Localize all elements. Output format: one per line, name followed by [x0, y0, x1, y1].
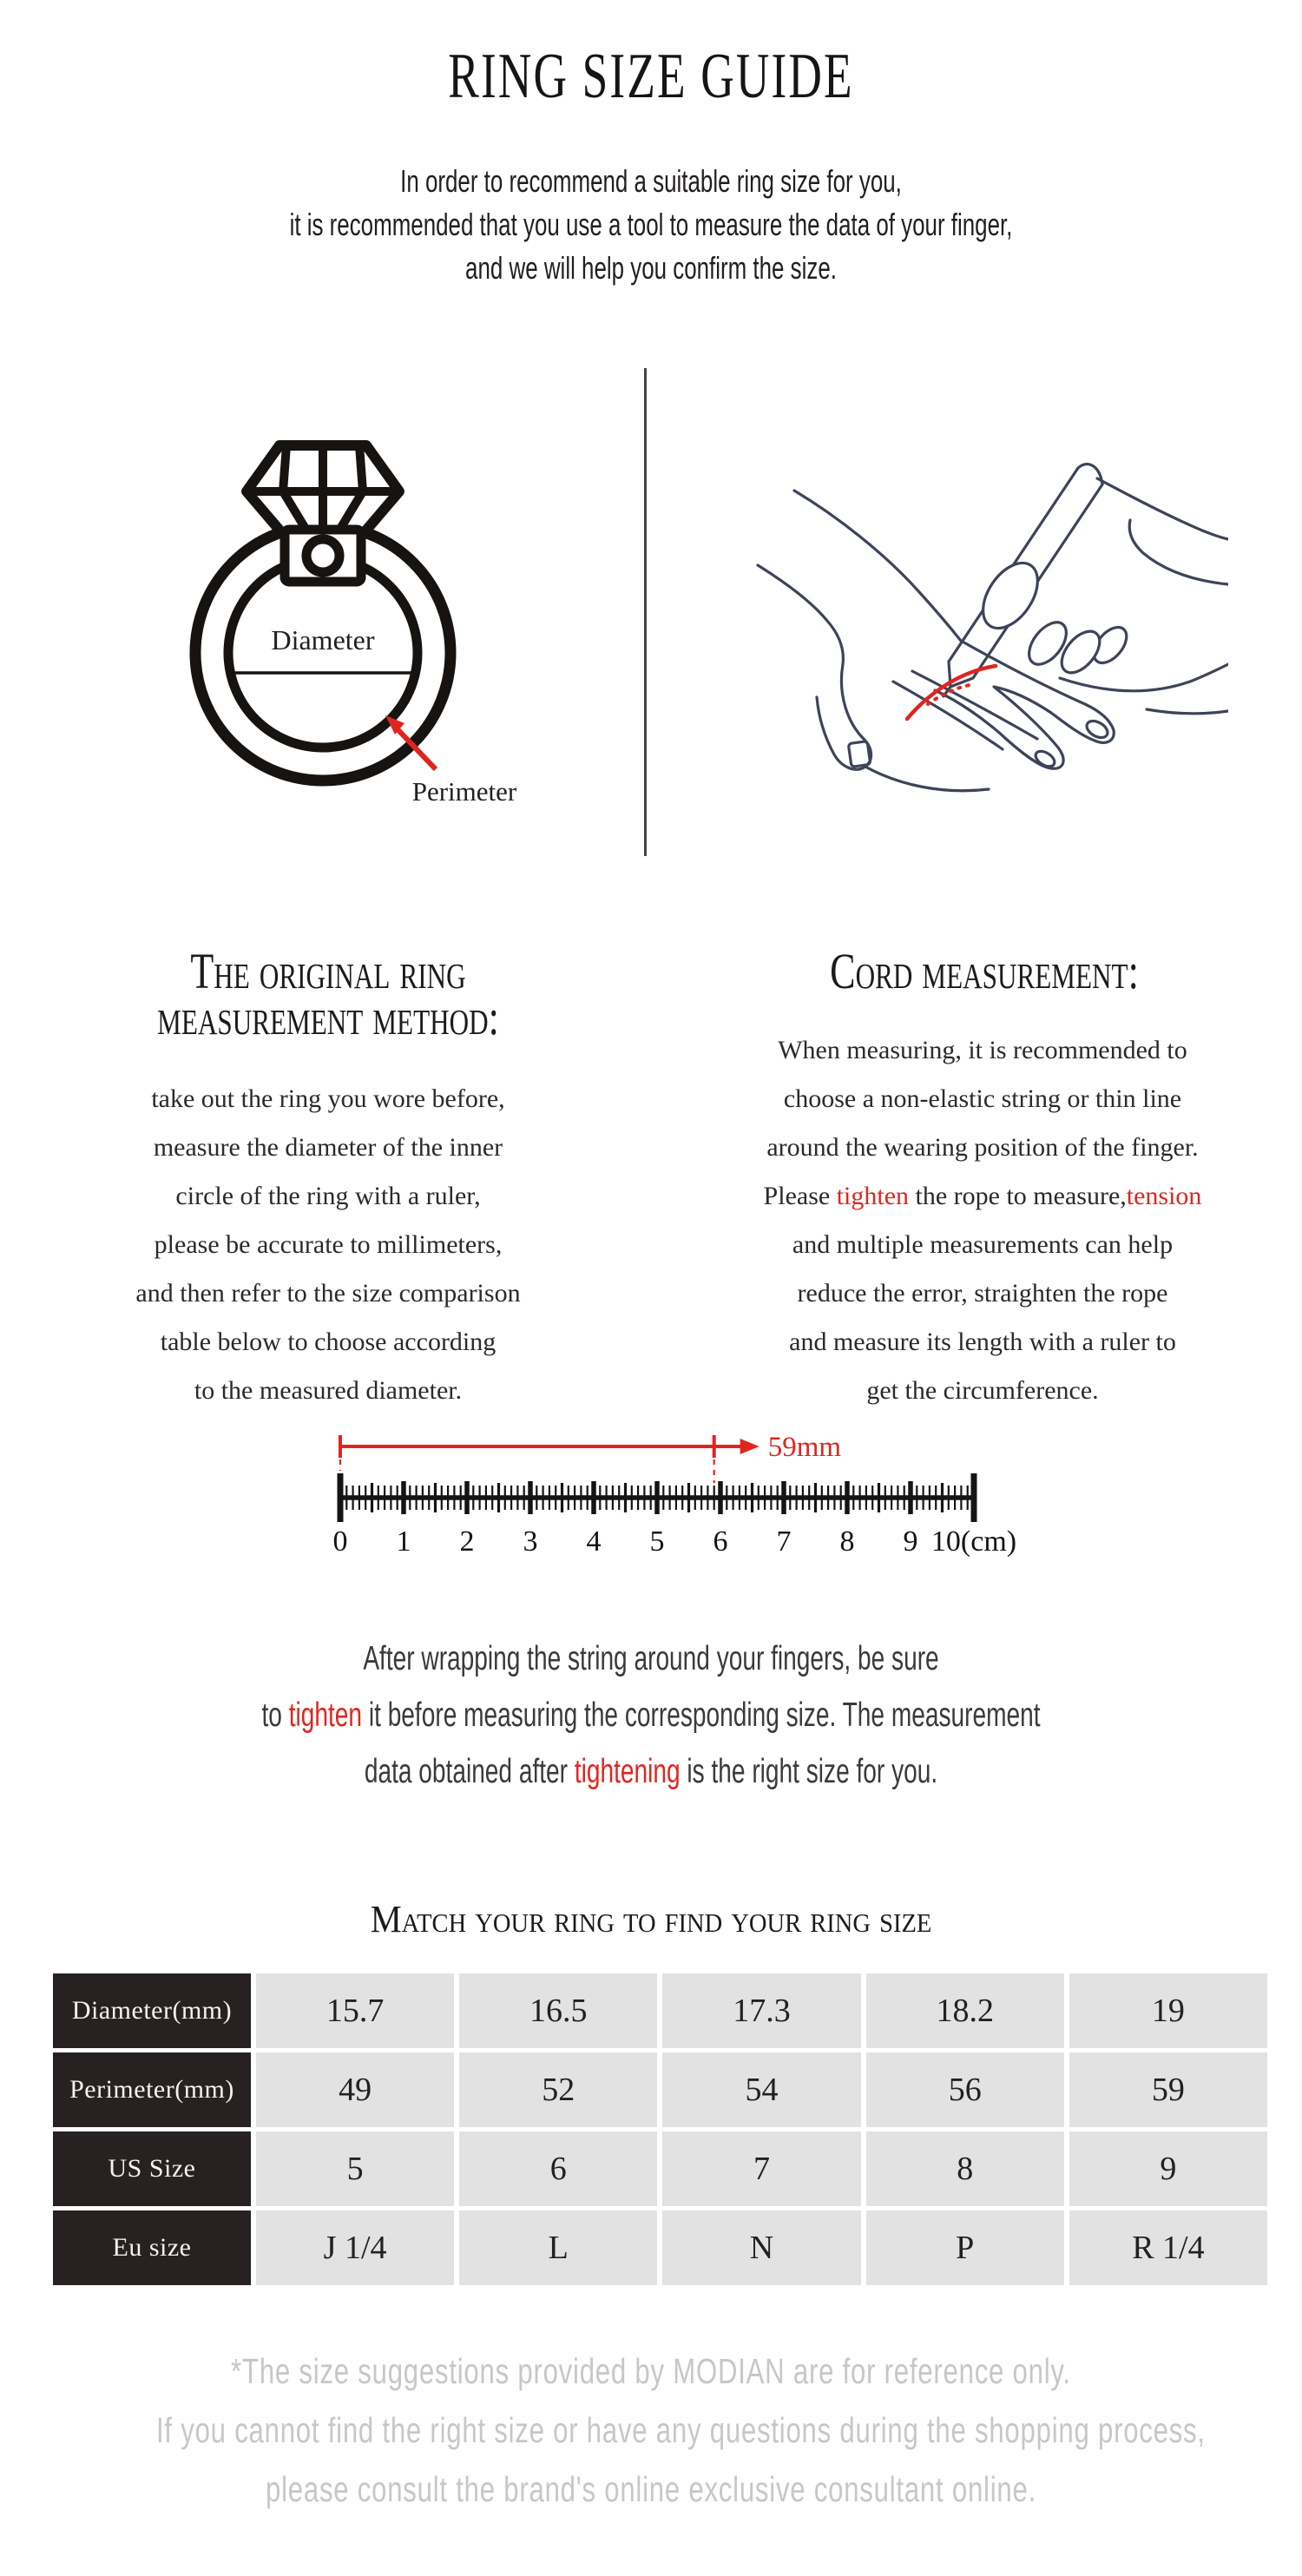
table-cell: 9 [1069, 2131, 1267, 2206]
text-segment: reduce the error, straighten the rope [797, 1279, 1168, 1308]
text-line [65, 1123, 591, 1172]
diamond-ring-diagram-icon [174, 415, 547, 832]
svg-text:0: 0 [332, 1525, 348, 1558]
text-segment: the rope to measure, [909, 1182, 1127, 1210]
text-segment: to the measured diameter. [194, 1376, 463, 1405]
cord-body [713, 1026, 1252, 1415]
table-cell: 19 [1069, 1973, 1267, 2048]
text-segment: table below to choose according [160, 1328, 496, 1356]
method-heading [130, 943, 526, 1045]
table-cell: 15.7 [256, 1973, 454, 2048]
table-cell: P [866, 2210, 1064, 2285]
table-cell: 49 [256, 2052, 454, 2127]
table-cell: 18.2 [866, 1973, 1064, 2048]
text-line [65, 1269, 591, 1318]
text-segment: and multiple measurements can help [792, 1230, 1174, 1259]
text-line [713, 1318, 1252, 1367]
svg-text:6: 6 [713, 1525, 728, 1558]
ruler-scale-labels [333, 1525, 1017, 1558]
text-segment: and then refer to the size comparison [135, 1279, 521, 1308]
ruler-diagram-icon [323, 1419, 1017, 1562]
text-segment: and measure its length with a ruler to [789, 1328, 1176, 1356]
table-cell: 8 [866, 2131, 1064, 2206]
svg-text:59mm: 59mm [767, 1432, 842, 1463]
text-line [182, 1631, 1120, 1687]
text-line [713, 1367, 1252, 1415]
text-segment: circle of the ring with a ruler, [175, 1182, 481, 1210]
text-line [713, 1221, 1252, 1269]
ruler-measurement [340, 1432, 841, 1483]
section-divider [644, 368, 647, 856]
text-segment: After wrapping the string around your fingers, be sure [363, 1640, 939, 1677]
highlighted-word: tighten [836, 1182, 910, 1210]
svg-text:8: 8 [839, 1525, 855, 1558]
table-cell: 6 [459, 2131, 657, 2206]
svg-text:7: 7 [776, 1525, 792, 1558]
text-segment: and we will help you confirm the size. [465, 250, 837, 286]
table-cell: L [459, 2210, 657, 2285]
text-line [65, 1221, 591, 1269]
table-cell: 52 [459, 2052, 657, 2127]
diameter-measure-line [231, 665, 415, 681]
svg-text:4: 4 [586, 1525, 602, 1558]
table-cell: R 1/4 [1069, 2210, 1267, 2285]
method-body [65, 1075, 591, 1415]
svg-text:10(cm): 10(cm) [930, 1525, 1017, 1558]
svg-text:2: 2 [459, 1525, 475, 1558]
table-cell: 17.3 [662, 1973, 860, 2048]
highlighted-word: tightening [574, 1753, 681, 1790]
measurement-note [182, 1631, 1120, 1800]
svg-text:5: 5 [649, 1525, 665, 1558]
ring-size-table [53, 1973, 1267, 2285]
text-segment: measurement method: [157, 989, 499, 1045]
cord-heading [782, 943, 1186, 999]
table-heading [52, 1897, 1250, 1941]
text-segment: please be accurate to millimeters, [154, 1230, 503, 1259]
cord-heading-text: Cord measurement: [830, 943, 1139, 999]
table-cell: 59 [1069, 2052, 1267, 2127]
page-title: RING SIZE GUIDE [448, 41, 854, 112]
text-segment: choose a non-elastic string or thin line [783, 1084, 1182, 1113]
gem-mount [285, 530, 361, 582]
text-line [156, 2342, 1146, 2401]
table-heading-text: Match your ring to find your ring size [370, 1898, 932, 1940]
text-line [713, 1269, 1252, 1318]
table-cell: 5 [256, 2131, 454, 2206]
text-segment: it before measuring the corresponding size. The measurement [362, 1696, 1041, 1734]
svg-text:3: 3 [523, 1525, 538, 1558]
text-line [130, 943, 526, 999]
text-segment: *The size suggestions provided by MODIAN are for reference only. [231, 2351, 1071, 2391]
text-segment: it is recommended that you use a tool to measure the data of your finger, [289, 207, 1013, 242]
text-segment: If you cannot find the right size or have any questions during the shopping process, [156, 2410, 1206, 2450]
text-line [65, 1367, 591, 1415]
text-line [65, 1075, 591, 1123]
footnote [156, 2342, 1206, 2519]
text-line [182, 160, 1120, 203]
text-segment: around the wearing position of the finger. [766, 1133, 1199, 1162]
text-line [130, 989, 526, 1045]
text-segment: Please [763, 1182, 837, 1210]
text-segment: take out the ring you wore before, [151, 1084, 505, 1113]
highlighted-word: tighten [288, 1696, 363, 1734]
perimeter-label: Perimeter [411, 776, 517, 807]
text-line [182, 203, 1120, 247]
svg-text:1: 1 [396, 1525, 411, 1558]
text-segment: In order to recommend a suitable ring size for you, [400, 163, 902, 199]
text-line [182, 1687, 1120, 1743]
text-line [182, 247, 1120, 290]
text-line [65, 1318, 591, 1367]
table-row-label: US Size [53, 2131, 251, 2206]
text-segment: measure the diameter of the inner [153, 1133, 503, 1162]
ruler-ticks [338, 1473, 976, 1522]
finger-marking-illustration-icon [742, 463, 1228, 793]
text-line [156, 2460, 1146, 2519]
text-segment: get the circumference. [866, 1376, 1099, 1405]
table-cell: 54 [662, 2052, 860, 2127]
svg-text:9: 9 [903, 1525, 918, 1558]
table-row-label: Eu size [53, 2210, 251, 2285]
text-segment: When measuring, it is recommended to [778, 1036, 1187, 1064]
table-cell: 16.5 [459, 1973, 657, 2048]
table-cell: J 1/4 [256, 2210, 454, 2285]
text-segment: please consult the brand's online exclusive consultant online. [265, 2469, 1036, 2509]
text-line [65, 1172, 591, 1221]
table-row-label: Perimeter(mm) [53, 2052, 251, 2127]
gem-icon [247, 445, 399, 533]
text-line [182, 1743, 1120, 1800]
table-cell: 56 [866, 2052, 1064, 2127]
text-segment: is the right size for you. [680, 1753, 938, 1790]
text-line [713, 1172, 1252, 1221]
table-row-label: Diameter(mm) [53, 1973, 251, 2048]
table-cell: 7 [662, 2131, 860, 2206]
highlighted-word: tension [1126, 1182, 1202, 1210]
text-line [713, 1026, 1252, 1075]
diameter-label: Diameter [271, 624, 375, 656]
text-line [713, 1075, 1252, 1123]
text-segment: The original ring [190, 943, 466, 999]
text-segment: to [261, 1696, 289, 1734]
table-cell: N [662, 2210, 860, 2285]
text-line [156, 2401, 1206, 2460]
text-segment: data obtained after [364, 1753, 575, 1790]
text-line [713, 1123, 1252, 1172]
intro-text [182, 160, 1120, 290]
